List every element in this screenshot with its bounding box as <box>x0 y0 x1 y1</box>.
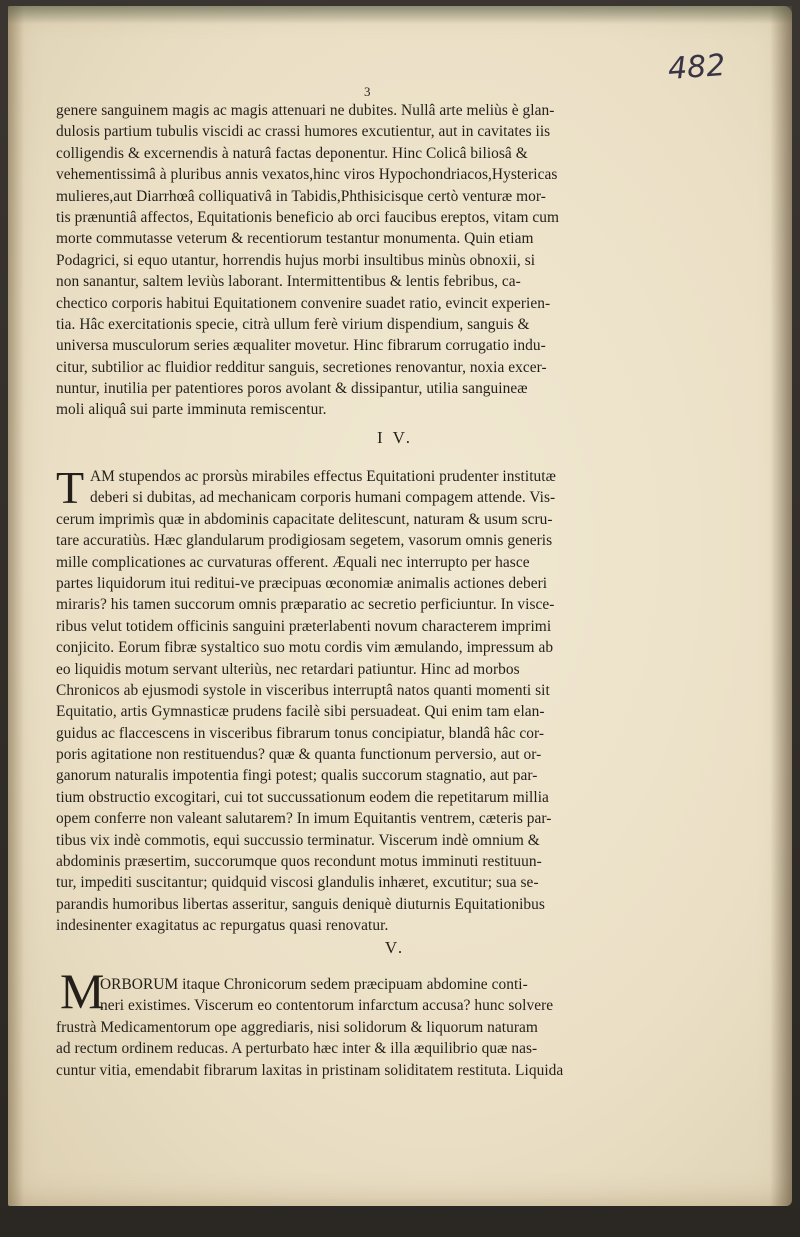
text-line: tibus vix indè commotis, equi succussio terminatur. Viscerum indè omnium & <box>56 831 540 849</box>
text-line: Chronicos ab ejusmodi systole in visceribus interruptâ natos quanti momenti sit <box>56 681 550 699</box>
page-right-edge <box>770 6 792 1206</box>
text-line: opem conferre non valeant salutarem? In imum Equitantis ventrem, cæteris par- <box>56 810 552 828</box>
drop-cap-m: M <box>60 963 105 1019</box>
text-line: conjicito. Eorum fibræ systaltico suo motu cordis vim æmulando, impressum ab <box>56 639 554 657</box>
text-line: tare accuratiùs. Hæc glandularum prodigiosam segetem, vasorum omnis generis <box>56 532 553 550</box>
text-line: morte commutasse veterum & recentiorum testantur monumenta. Quin etiam <box>56 230 534 248</box>
text-line: guidus ac flaccescens in visceribus fibrarum tonus concipiatur, blandâ hâc cor- <box>56 724 545 742</box>
text-line: Equitatio, artis Gymnasticæ prudens facilè sibi persuadeat. Qui enim tam elan- <box>56 703 545 721</box>
text-line: genere sanguinem magis ac magis attenuari ne dubites. Nullâ arte meliùs è glan- <box>56 102 555 119</box>
text-line: miraris? his tamen succorum omnis præparatio ac secretio perficiuntur. In visce- <box>56 596 555 614</box>
text-line: eo liquidis motum servant ulteriùs, nec retardari patiuntur. Hinc ad morbos <box>56 660 520 678</box>
text-line: colligendis & excernendis à naturâ factas deponentur. Hinc Colicâ biliosâ & <box>56 144 528 162</box>
text-line: universa musculorum series æqualiter movetur. Hinc fibrarum corrugatio indu- <box>56 337 546 355</box>
text-line: cuntur vitia, emendabit fibrarum laxitas in pristinam soliditatem restituta. Liquida <box>56 1061 564 1079</box>
text-line: nuntur, inutilia per patentiores poros avolant & dissipantur, utilia sanguineæ <box>56 380 528 398</box>
text-line: abdominis præsertim, succorumque quos recondunt motus imminuti restituun- <box>56 853 542 871</box>
handwritten-folio-number: 482 <box>666 48 727 87</box>
text-line: AM stupendos ac prorsùs mirabiles effectus Equitationi prudenter institutæ <box>90 468 556 485</box>
paragraph-section-iv <box>56 462 668 937</box>
signature-mark: 3 <box>364 84 371 99</box>
text-line: ORBORUM itaque Chronicorum sedem præcipuam abdomine conti- <box>100 976 528 993</box>
text-line: dulosis partium tubulis viscidi ac crassi humores excutientur, aut in cavitates iis <box>56 123 551 141</box>
text-line: citur, subtilior ac fluidior redditur sanguis, secretiones renovantur, noxia excer- <box>56 358 547 376</box>
text-line: ganorum naturalis impotentia fingi potest; qualis succorum stagnatio, aut par- <box>56 767 538 785</box>
text-line: ribus velut totidem officinis sanguini præterlabenti novum characterem imprimi <box>56 617 552 635</box>
page-top-band <box>8 6 792 24</box>
text-line: vehementissimâ à pluribus annis vexatos,hinc viros Hypochondriacos,Hystericas <box>56 166 558 184</box>
text-line: neri existimes. Viscerum eo contentorum infarctum accusa? hunc solvere <box>100 997 554 1015</box>
section-heading-v: V. <box>384 938 406 957</box>
text-line: tis prænuntiâ affectos, Equitationis beneficio ab orci faucibus ereptos, vitam cum <box>56 208 560 226</box>
text-line: tia. Hâc exercitationis specie, citrà ullum ferè virium dispendium, sanguis & <box>56 315 530 333</box>
text-line: mille complicationes ac curvaturas offerent. Æquali nec interrupto per hasce <box>56 553 530 571</box>
text-line: non sanantur, saltem leviùs laborant. Intermittentibus & lentis febribus, ca- <box>56 273 521 291</box>
text-line: partes liquidorum itui reditui-ve præcipuas œconomiæ animalis actiones deberi <box>56 574 548 592</box>
paragraph-section-v <box>56 974 668 1081</box>
text-line: deberi si dubitas, ad mechanicam corporis humani compagem attende. Vis- <box>90 489 556 507</box>
text-line: Podagrici, si equo utantur, horrendis hujus morbi insultibus minùs obnoxii, si <box>56 251 536 269</box>
text-line: tium obstructio excogitari, cui tot succussationum eodem die repetitarum millia <box>56 788 549 806</box>
text-line: moli aliquâ sui parte imminuta remiscentur. <box>56 401 327 419</box>
page-gutter-shadow <box>8 6 24 1206</box>
text-line: tur, impediti suscitantur; quidquid viscosi glandulis inhæret, excutitur; sua se- <box>56 874 539 892</box>
text-line: chectico corporis habitui Equitationem convenire suadet ratio, evincit experien- <box>56 294 551 312</box>
text-line: parandis humoribus libertas asseritur, sanguis deniquè diuturnis Equitationibus <box>56 895 545 913</box>
text-line: poris agitatione non restituendus? quæ & quanta functionum perversio, aut or- <box>56 746 542 764</box>
text-line: mulieres,aut Diarrhœâ colliquativâ in Tabidis,Phthisicisque certò venturæ mor- <box>56 187 546 205</box>
text-line: cerum imprimìs quæ in abdominis capacitate delitescunt, naturam & usum scru- <box>56 510 553 528</box>
drop-cap-t: T <box>56 462 85 513</box>
text-line: indesinenter exagitatus ac repurgatus quasi renovatur. <box>56 917 389 935</box>
text-line: frustrà Medicamentorum ope aggrediaris, nisi solidorum & liquorum naturam <box>56 1018 538 1036</box>
section-heading-iv: I V. <box>377 428 413 447</box>
text-line: ad rectum ordinem reducas. A perturbato hæc inter & illa æquilibrio quæ nas- <box>56 1040 538 1058</box>
paragraph-continuation <box>56 100 668 421</box>
